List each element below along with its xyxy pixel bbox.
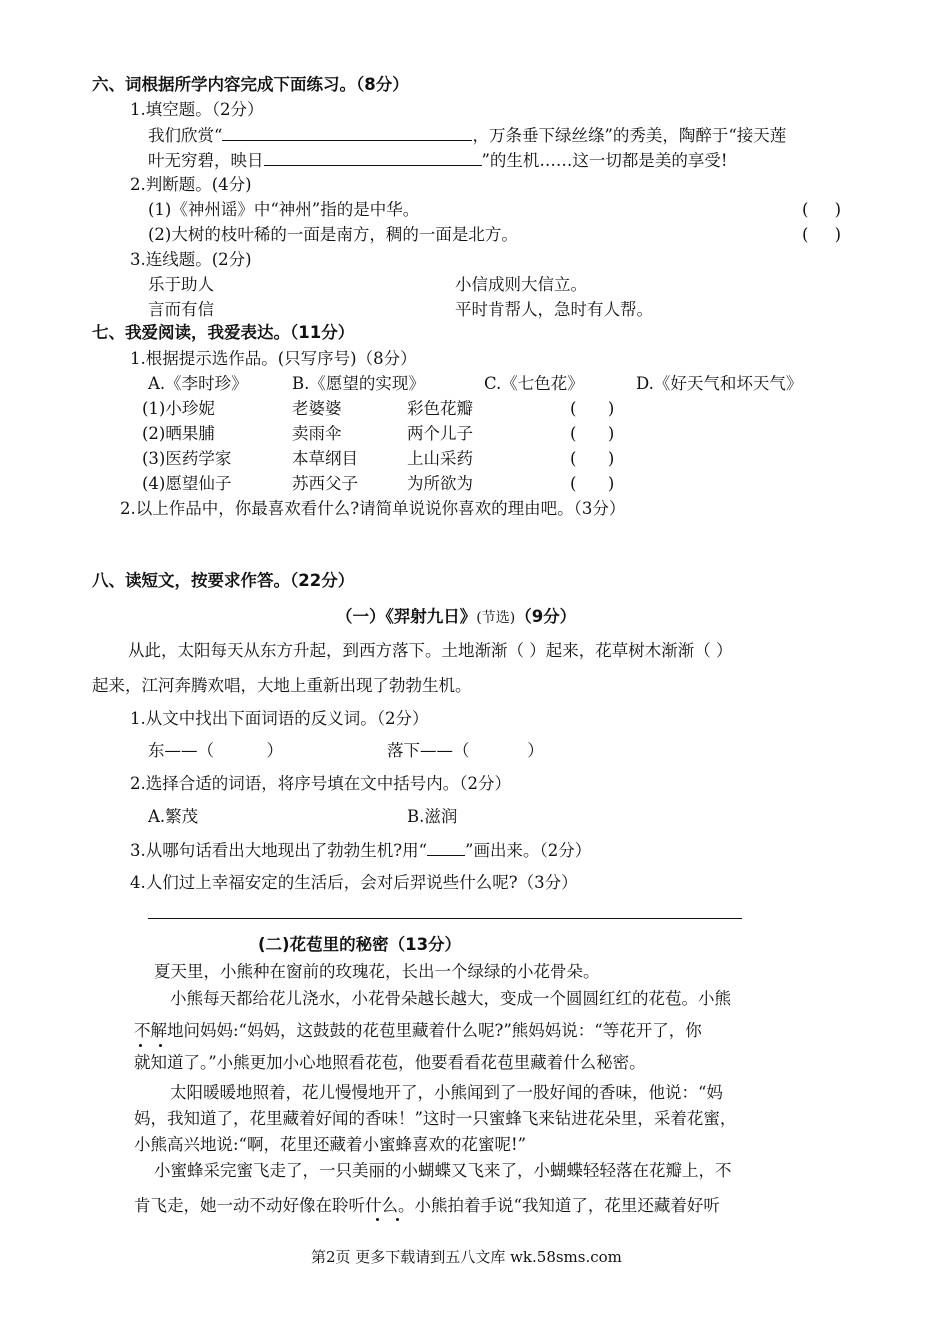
p1-q2-option-b: B.滋润 <box>407 807 458 826</box>
p1-q3-text-b: ”画出来。（2分） <box>465 841 592 860</box>
s7-q1-title: 1.根据提示选作品。(只写序号)（8分） <box>130 349 417 368</box>
passage-1-title-excerpt: (节选) <box>476 610 516 626</box>
passage-2-title: (二)花苞里的秘密（13分） <box>258 935 462 954</box>
section-7-heading: 七、我爱阅读，我爱表达。（11分） <box>92 323 355 342</box>
passage-2-line-2: 小熊每天都给花儿浇水，小花骨朵越长越大，变成一个圆圆红红的花苞。小熊 <box>170 989 731 1008</box>
s7-row-4-answer[interactable]: ( ) <box>570 474 615 493</box>
passage-1-text-2: 起来，江河奔腾欢唱，大地上重新出现了勃勃生机。 <box>92 676 472 695</box>
s7-row-2-c3: 两个儿子 <box>407 424 473 443</box>
s6-q2-answer-2[interactable]: ( ) <box>802 225 842 244</box>
s7-row-1-c3: 彩色花瓣 <box>407 399 473 418</box>
s7-row-2-c2: 卖雨伞 <box>292 424 342 443</box>
passage-2-line-4: 就知道了。”小熊更加小心地照看花苞，他要看看花苞里藏着什么秘密。 <box>134 1053 646 1072</box>
s6-q1-line2 <box>148 149 728 172</box>
passage-2-line-3: 不解地问妈妈:“妈妈，这鼓鼓的花苞里藏着什么呢?”熊妈妈说：“等花开了，你 <box>134 1021 702 1040</box>
s6-q3-title: 3.连线题。(2分) <box>130 250 252 269</box>
passage-1-title <box>336 606 576 629</box>
p1-q3 <box>130 839 591 862</box>
passage-2-line-5: 太阳暖暖地照着，花儿慢慢地开了，小熊闻到了一股好闻的香味，他说：“妈 <box>170 1083 723 1102</box>
emphasis-dot <box>159 1044 162 1047</box>
passage-2-line-7: 小熊高兴地说:“啊，花里还藏着小蜜蜂喜欢的花蜜呢!” <box>134 1135 527 1154</box>
s7-row-1-answer[interactable]: ( ) <box>570 399 615 418</box>
s7-option-b: B.《愿望的实现》 <box>292 374 425 393</box>
fill-blank-2[interactable] <box>264 149 482 166</box>
s6-q3-left-2[interactable]: 言而有信 <box>148 300 214 319</box>
s7-row-4-c1: (4)愿望仙子 <box>142 474 232 493</box>
underline-sample <box>427 839 465 856</box>
p1-q2-option-a: A.繁茂 <box>148 807 199 826</box>
s7-row-1-c1: (1)小珍妮 <box>142 399 215 418</box>
s7-row-1-c2: 老婆婆 <box>292 399 342 418</box>
s7-row-4-c3: 为所欲为 <box>407 474 473 493</box>
s6-q1-line1 <box>148 124 786 147</box>
s6-q3-right-2[interactable]: 平时肯帮人，急时有人帮。 <box>455 300 653 319</box>
s7-row-3-answer[interactable]: ( ) <box>570 449 615 468</box>
p1-q4: 4.人们过上幸福安定的生活后，会对后羿说些什么呢?（3分） <box>130 873 578 892</box>
fill-blank-1[interactable] <box>222 124 472 141</box>
emphasis-dot <box>396 1218 399 1221</box>
s6-q2-item-1: (1)《神州谣》中“神州”指的是中华。 <box>148 200 420 219</box>
s6-q1-text-b: ，万条垂下绿丝绦”的秀美，陶醉于“接天莲 <box>472 126 787 145</box>
s7-row-2-c1: (2)晒果脯 <box>142 424 215 443</box>
s6-q3-right-1[interactable]: 小信成则大信立。 <box>455 275 587 294</box>
s7-row-3-c1: (3)医药学家 <box>142 449 232 468</box>
passage-1-title-main: （一）《羿射九日》 <box>336 607 477 626</box>
passage-2-line-6: 妈，我知道了，花里藏着好闻的香味！”这时一只蜜蜂飞来钻进花朵里，采着花蜜， <box>134 1109 737 1128</box>
s7-q2: 2.以上作品中，你最喜欢看什么?请简单说说你喜欢的理由吧。（3分） <box>120 499 626 518</box>
p1-q1: 1.从文中找出下面词语的反义词。（2分） <box>130 709 429 728</box>
page-footer: 第2页 更多下载请到五八文库 wk.58sms.com <box>311 1248 622 1266</box>
s7-row-3-c2: 本草纲目 <box>292 449 358 468</box>
section-6-heading: 六、词根据所学内容完成下面练习。（8分） <box>92 75 409 94</box>
passage-2-line-9: 肯飞走，她一动不动好像在聆听什么。小熊拍着手说“我知道了，花里还藏着好听 <box>134 1196 720 1215</box>
passage-2-line-8: 小蜜蜂采完蜜飞走了，一只美丽的小蝴蝶又飞来了，小蝴蝶轻轻落在花瓣上，不 <box>154 1161 732 1180</box>
s6-q2-item-2: (2)大树的枝叶稀的一面是南方，稠的一面是北方。 <box>148 225 518 244</box>
s7-row-4-c2: 苏西父子 <box>292 474 358 493</box>
s6-q1-text-d: ”的生机……这一切都是美的享受! <box>481 151 728 170</box>
s6-q2-title: 2.判断题。(4分) <box>130 175 252 194</box>
s6-q3-left-1[interactable]: 乐于助人 <box>148 275 214 294</box>
s7-row-2-answer[interactable]: ( ) <box>570 424 615 443</box>
passage-1-text-1: 从此，太阳每天从东方升起，到西方落下。土地渐渐（ ）起来，花草树木渐渐（ ） <box>128 641 733 660</box>
s6-q1-title: 1.填空题。（2分） <box>130 100 264 119</box>
s7-row-3-c3: 上山采药 <box>407 449 473 468</box>
s6-q2-answer-1[interactable]: ( ) <box>802 200 842 219</box>
p1-q1-answer-a[interactable]: 东——（ ） <box>148 741 283 760</box>
s6-q1-text-c: 叶无穷碧，映日 <box>148 151 264 170</box>
p1-q2: 2.选择合适的词语，将序号填在文中括号内。（2分） <box>130 774 511 793</box>
p1-q3-text-a: 3.从哪句话看出大地现出了勃勃生机?用“ <box>130 841 428 860</box>
emphasis-dot <box>376 1218 379 1221</box>
emphasis-dot <box>139 1044 142 1047</box>
s7-option-d: D.《好天气和坏天气》 <box>636 374 803 393</box>
s7-option-a: A.《李时珍》 <box>148 374 248 393</box>
p1-q1-answer-b[interactable]: 落下——（ ） <box>387 741 544 760</box>
section-8-heading: 八、读短文，按要求作答。（22分） <box>92 571 355 590</box>
s7-option-c: C.《七色花》 <box>484 374 584 393</box>
passage-1-title-score: （9分） <box>515 607 577 626</box>
answer-line[interactable] <box>148 918 742 919</box>
s6-q1-text-a: 我们欣赏“ <box>148 126 223 145</box>
passage-2-line-1: 夏天里，小熊种在窗前的玫瑰花，长出一个绿绿的小花骨朵。 <box>154 962 600 981</box>
